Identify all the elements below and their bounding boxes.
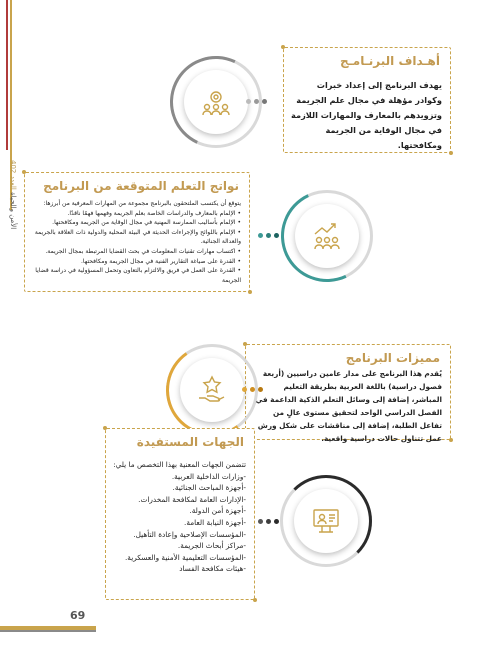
issue-number: العدد 402 xyxy=(9,160,17,190)
journal-name: الأمن والحياة xyxy=(9,192,17,230)
list-item: • الإلمام بأساليب الممارسة المهنية في مجال الوقاية من الجريمة ومكافحتها. xyxy=(52,219,241,227)
list-item: • القدرة على صياغة التقارير الفنية في مجال الجريمة ومكافحتها. xyxy=(81,257,241,265)
page-number: 69 xyxy=(70,609,86,622)
goals-title: أهـداف البرنـامـج xyxy=(340,54,440,68)
connector-dots xyxy=(246,99,267,104)
list-item: -أجهزة النيابة العامة. xyxy=(184,517,246,527)
connector-dots xyxy=(258,233,279,238)
beneficiaries-icon-circle xyxy=(280,475,372,567)
side-bar-red xyxy=(6,0,8,150)
list-item: -مراكز أبحاث الجريمة. xyxy=(177,541,246,551)
list-item: -المؤسسات التعليمية الأمنية والعسكرية. xyxy=(124,552,246,562)
footer-line-secondary xyxy=(0,630,96,632)
connector-dots xyxy=(258,519,279,524)
beneficiaries-section xyxy=(105,428,255,600)
goals-section xyxy=(283,47,451,153)
list-item: • القدرة على العمل في فريق والالتزام بالتعاون وتحمل المسؤولية في دراسة قضايا الجريمة xyxy=(35,267,241,284)
team-gears-icon xyxy=(200,86,232,118)
list-item: -المؤسسات الإصلاحية وإعادة التأهيل. xyxy=(133,529,246,539)
side-strip xyxy=(0,0,22,320)
presentation-icon xyxy=(310,505,342,537)
features-section xyxy=(245,344,451,443)
goals-body: يهدف البرنامج إلى إعداد خبرات وكوادر مؤهلة في مجال علم الجريمة وتزويدهم بالمعارف والمهارات اللازمة في مجال الوقاية من الجريمة ومكافحتها. xyxy=(291,80,442,150)
outcomes-title: نواتج التعلم المتوقعة من البرنامج xyxy=(43,179,239,193)
features-title: مميزات البرنامج xyxy=(345,351,440,365)
features-body: يُقدم هذا البرنامج على مدار عامين دراسيين (أربعة فصول دراسية) باللغة العربية بطريقة التعليم المباشر، إضافة إلى وسائل التعلم الذكية الداعمة في الفصل الدراسي الواحد لتحقيق مستوى عالٍ من تفاعل الطلبة، إضافة إلى مناقشات على شكل ورش عمل تتناول حالات دراسية واقعية. xyxy=(255,369,442,443)
list-item: • الإلمام باللوائح والإجراءات الحديثة في البيئة المحلية والدولية ذات العلاقة بالجريمة والعدالة الجنائية. xyxy=(34,228,241,246)
list-item: • الإلمام بالمعارف والدراسات الخاصة بعلم الجريمة وفهمها فهمًا ناقدًا. xyxy=(67,209,241,217)
corner-dot xyxy=(281,45,285,49)
journal-label xyxy=(3,160,17,230)
beneficiaries-body xyxy=(112,459,246,575)
beneficiaries-intro: تتضمن الجهات المعنية بهذا التخصص ما يلي: xyxy=(113,460,246,469)
outcomes-body xyxy=(31,199,241,285)
outcomes-icon-circle xyxy=(281,190,373,282)
growth-team-icon xyxy=(311,220,343,252)
beneficiaries-title: الجهات المستفيدة xyxy=(136,435,244,449)
connector-dots xyxy=(242,387,263,392)
list-item: -وزارات الداخلية العربية. xyxy=(171,471,246,481)
outcomes-section xyxy=(24,172,250,292)
list-item: -أجهزة المباحث الجنائية. xyxy=(172,483,246,493)
star-hand-icon xyxy=(196,374,228,406)
corner-dot xyxy=(449,151,453,155)
list-item: -أجهزة أمن الدولة. xyxy=(189,506,246,516)
list-item: • اكتساب مهارات تقنيات المعلومات في بحث القضايا المرتبطة بمجال الجريمة. xyxy=(45,247,241,255)
list-item: -هيئات مكافحة الفساد xyxy=(179,564,246,574)
outcomes-intro: يتوقع أن يكتسب الملتحقون بالبرنامج مجموعة من المهارات المعرفية من أبرزها: xyxy=(43,200,241,207)
list-item: -الإدارات العامة لمكافحة المخدرات. xyxy=(138,494,246,504)
